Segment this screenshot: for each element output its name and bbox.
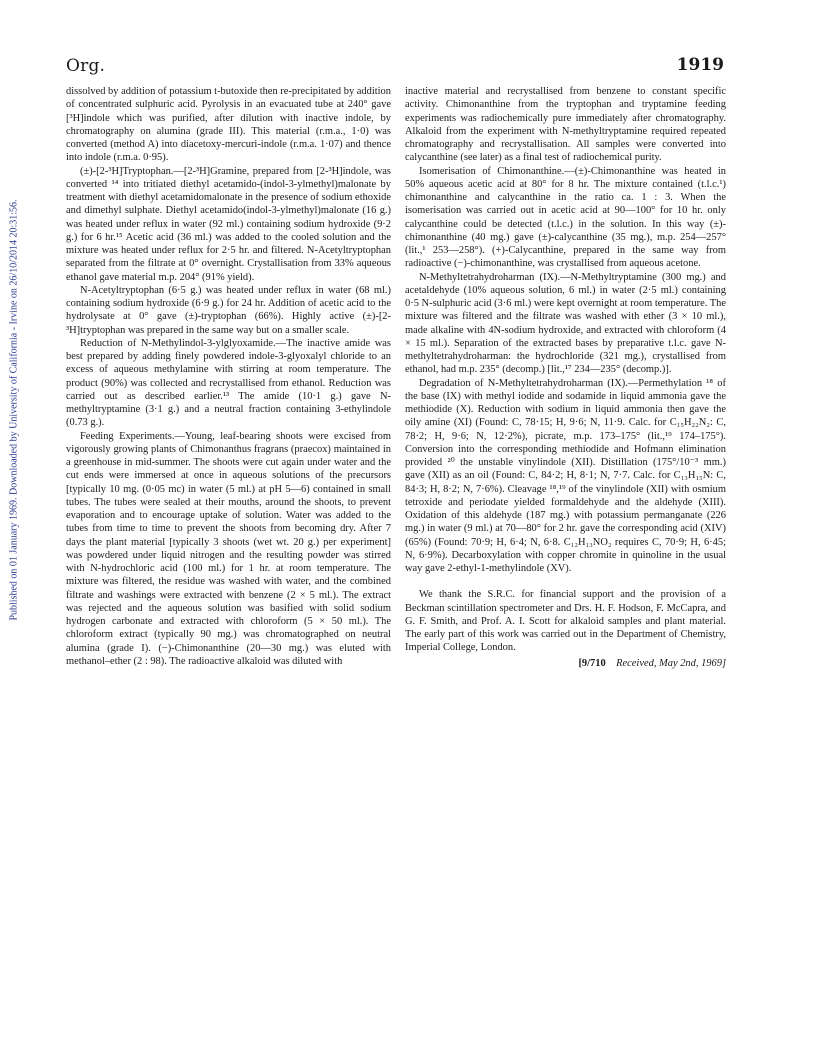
paragraph: Degradation of N-Methyltetrahydroharman (IX).—Permethylation ¹⁸ of the base (IX) with methyl iodide and sodamide in liquid ammonia gave the methiodide (X). Reduction with sodium in liquid ammonia then gave the oily amine (XI) (Found: C, 78·15; H, 9·6; N, 11·9. Calc. for C₁₅H₂₂N₂: C, 78·2; H, 9·6; N, 12·2%), picrate, m.p. 173–175° (lit.,¹⁹ 174–175°). Conversion into the corresponding methiodide and Hofmann elimination provided ²⁰ the unstable vinylindole (XII). Distillation (175°/10⁻³ mm.) gave (XII) as an oil (Found: C, 84·2; H, 8·1; N, 7·7. Calc. for C₁₃H₁₅N: C, 84·3; H, 8·2; N, 7·6%). Cleavage ¹⁸,¹⁹ of the vinylindole (XII) with osmium tetroxide and periodate yielded formaldehyde and the aldehyde (XIII). Oxidation of this aldehyde (187 mg.) with potassium permanganate (226 mg.) in water (9 ml.) at 70—80° for 2 hr. gave the corresponding acid (XIV) (65%) (Found: 70·9; H, 6·4; N, 6·8. C₁₂H₁₃NO₂ requires C, 70·9; H, 6·45; N, 6·9%). Decarboxylation with copper chromite in quinoline in the usual way gave 2-ethyl-1-methylindole (XV). [405,377,726,574]
paragraph: Feeding Experiments.—Young, leaf-bearing shoots were excised from vigorously growing plants of Chimonanthus fragrans (praecox) maintained in a greenhouse in mid-summer. The shoots were cut again under water and the cut ends were immersed at once in aqueous solutions of the precursors [typically 10 mg. (0·05 mc) in water (5 ml.) at pH 5—6) contained in small tubes. The tubes were sealed at their mouths, around the shoots, to prevent evaporation and to encourage uptake of solution. Water was added to the tubes from time to time to prevent the shoots from becoming dry. After 7 days the plant material [typically 3 shoots (wet wt. 20 g.) per experiment] was powdered under liquid nitrogen and the resulting powder was stirred with N-hydrochloric acid (100 ml.) for 1 hr. at room temperature. The mixture was filtered, the residue was washed with water, and the combined filtrate and washings were extracted with benzene (2 × 5 ml.). The extract was rejected and the aqueous solution was basified with solid sodium hydrogen carbonate and extracted with chloroform (5 × 50 ml.). The chloroform extract (typically 90 mg.) was chromatographed on neutral alumina (grade I). (−)-Chimonanthine (20—30 mg.) was eluted with methanol–ether (2 : 98). The radioactive alkaloid was diluted with [66,430,391,667]
side-note [8,199,20,621]
paragraph: Reduction of N-Methylindol-3-ylglyoxamide.—The inactive amide was best prepared by adding finely powdered indole-3-glyoxalyl chloride to an excess of aqueous methylamine with stirring at room temperature. The product (90%) was collected and recrystallised from ethanol. Reduction was carried out as described earlier.¹³ The amide (10·1 g.) gave N-methyltryptamine (3·1 g.) and a neutral fraction containing 3-ethylindole (0.73 g.). [66,337,391,429]
right-column [405,85,726,670]
left-column [66,85,391,668]
received-date: Received, May 2nd, 1969] [616,657,726,669]
page-number: 1919 [676,55,724,75]
paragraph: N-Acetyltryptophan (6·5 g.) was heated under reflux in water (68 ml.) containing sodium hydroxide (6·9 g.) for 24 hr. Addition of acetic acid to the hydrolysate at 0° gave (±)-tryptophan (66%). Highly active (±)-[2-³H]tryptophan was prepared in the same way but on a smaller scale. [66,284,391,336]
paragraph: inactive material and recrystallised from benzene to constant specific activity. Chimonanthine from the tryptophan and tryptamine feeding experiments was radiochemically pure immediately after chromatography. Alkaloid from the experiment with N-methyltryptamine required repeated chromatography and recrystallisation. All samples were converted into calycanthine (see later) as a final test of radiochemical purity. [405,86,726,164]
paragraph: N-Methyltetrahydroharman (IX).—N-Methyltryptamine (300 mg.) and acetaldehyde (10% aqueous solution, 6 ml.) in water (2·5 ml.) containing 0·5 N-sulphuric acid (3·6 ml.) were kept overnight at room temperature. The mixture was filtered and the filtrate was washed with ether (3 × 10 ml.), made alkaline with 4N-sodium hydroxide, and extracted with chloroform (4 × 15 ml.). Separation of the extracted bases by preparative t.l.c. gave N-methyltetrahydroharman: the hydrochloride (321 mg.), crystallised from ethanol, had m.p. 235° (decomp.) [lit.,¹⁷ 234—235° (decomp.)]. [405,271,726,376]
reference-number: [9/710 [578,657,606,669]
received-line [405,657,726,670]
paragraph: Isomerisation of Chimonanthine.—(±)-Chimonanthine was heated in 50% aqueous acetic acid at 80° for 8 hr. The mixture contained (t.l.c.¹) chimonanthine and calycanthine in the ratio ca. 1 : 3. When the isomerisation was carried out in acetic acid at 90—100° for 10 hr. only calycanthine could be detected (t.l.c.) in the solution. In this way (±)-chimonanthine (40 mg.) gave (±)-calycanthine (35 mg.), m.p. 254—257° (lit.,¹ 253—258°). (+)-Calycanthine, prepared in the same way from radioactive (−)-chimonanthine, was crystallised from aqueous acetone. [405,165,726,270]
paragraph: (±)-[2-³H]Tryptophan.—[2-³H]Gramine, prepared from [2-³H]indole, was converted ¹⁴ into tritiated diethyl acetamido-(indol-3-ylmethyl)malonate by treatment with diethyl acetamidomalonate in the presence of sodium ethoxide and dimethyl sulphate. Diethyl acetamido(indol-3-ylmethyl)malonate (16 g.) was heated under reflux in water (92 ml.) containing sodium hydroxide (9·2 g.) for 6 hr.¹⁵ Acetic acid (36 ml.) was added to the cooled solution and the mixture was heated under reflux for 2·5 hr. and filtered. N-Acetyltryptophan separated from the filtrate at 0° overnight. Crystallisation from 33% aqueous ethanol gave material m.p. 204° (91% yield). [66,165,391,283]
side-note-text: Published on 01 January 1969. Downloaded by University of California - Irvine on 26/10/2014 20:31:56. [8,199,20,621]
paragraph: dissolved by addition of potassium t-butoxide then re-precipitated by addition of concentrated sulphuric acid. Pyrolysis in an evacuated tube at 240° gave [³H]indole which was purified, after dilution with inactive indole, by chromatography on alumina (grade III). This material (r.m.a., 1·0) was converted (method A) into diacetoxy-mercuri-indole (r.m.a. 1·07) and thence into indole (r.m.a. 0·95). [66,86,391,164]
acknowledgement: We thank the S.R.C. for financial support and the provision of a Beckman scintillation spectrometer and Drs. H. F. Hodson, F. McCapra, and G. F. Smith, and Prof. A. I. Scott for alkaloid samples and plant material. The early part of this work was carried out in the Department of Chemistry, Imperial College, London. [405,589,726,654]
running-header-journal: Org. [66,56,106,76]
